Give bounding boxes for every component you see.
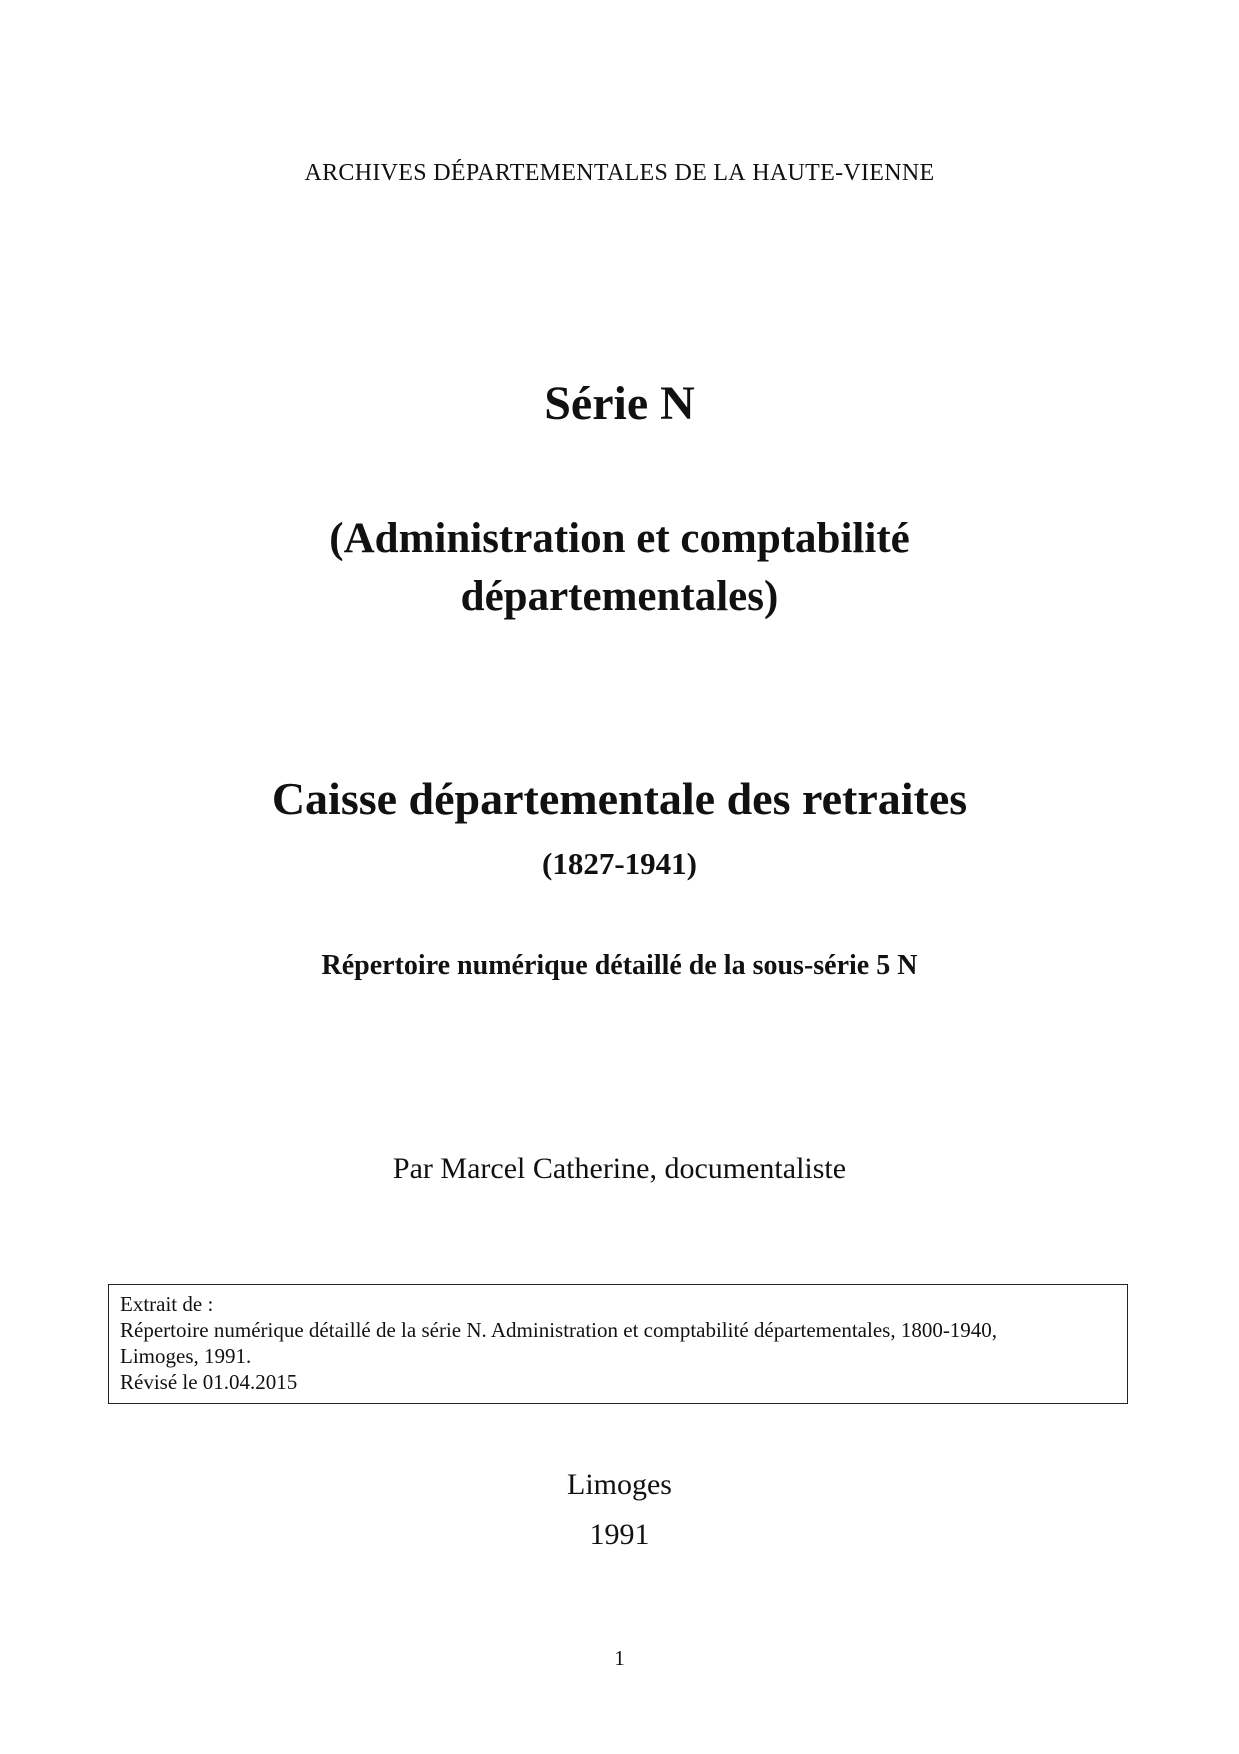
archive-header — [0, 160, 1239, 187]
extract-line4: Révisé le 01.04.2015 — [120, 1370, 298, 1394]
header-part4-initial: V — [843, 160, 862, 186]
header-part1-rest: RCHIVES D — [322, 160, 451, 186]
header-part2-rest: PARTEMENTALES DE LA — [465, 160, 746, 186]
extract-box — [108, 1284, 1128, 1404]
author-line: Par Marcel Catherine, documentaliste — [392, 1152, 847, 1185]
serie-subtitle-line1: (Administration et comptabilité — [329, 515, 910, 562]
extract-line2: Répertoire numérique détaillé de la série N. Administration et comptabilité départementales, 1800-1940, — [120, 1318, 998, 1342]
section-dates: (1827-1941) — [542, 846, 697, 881]
extract-line1: Extrait de : — [120, 1292, 214, 1316]
extract-line3: Limoges, 1991. — [120, 1344, 252, 1368]
header-part4-rest: IENNE — [861, 160, 935, 186]
page-number: 1 — [614, 1646, 625, 1670]
publication-year: 1991 — [589, 1518, 650, 1551]
repertoire-title: Répertoire numérique détaillé de la sous-série 5 N — [321, 950, 918, 981]
header-part3-rest: AUTE- — [769, 160, 844, 186]
header-part1-initial: A — [304, 160, 323, 186]
header-part2-initial: É — [450, 160, 466, 186]
serie-title: Série N — [544, 377, 695, 430]
section-title: Caisse départementale des retraites — [271, 773, 968, 824]
publication-city: Limoges — [567, 1468, 672, 1501]
serie-subtitle — [0, 510, 1239, 626]
header-part3-initial: H — [752, 160, 770, 186]
serie-subtitle-line2: départementales) — [460, 573, 779, 620]
